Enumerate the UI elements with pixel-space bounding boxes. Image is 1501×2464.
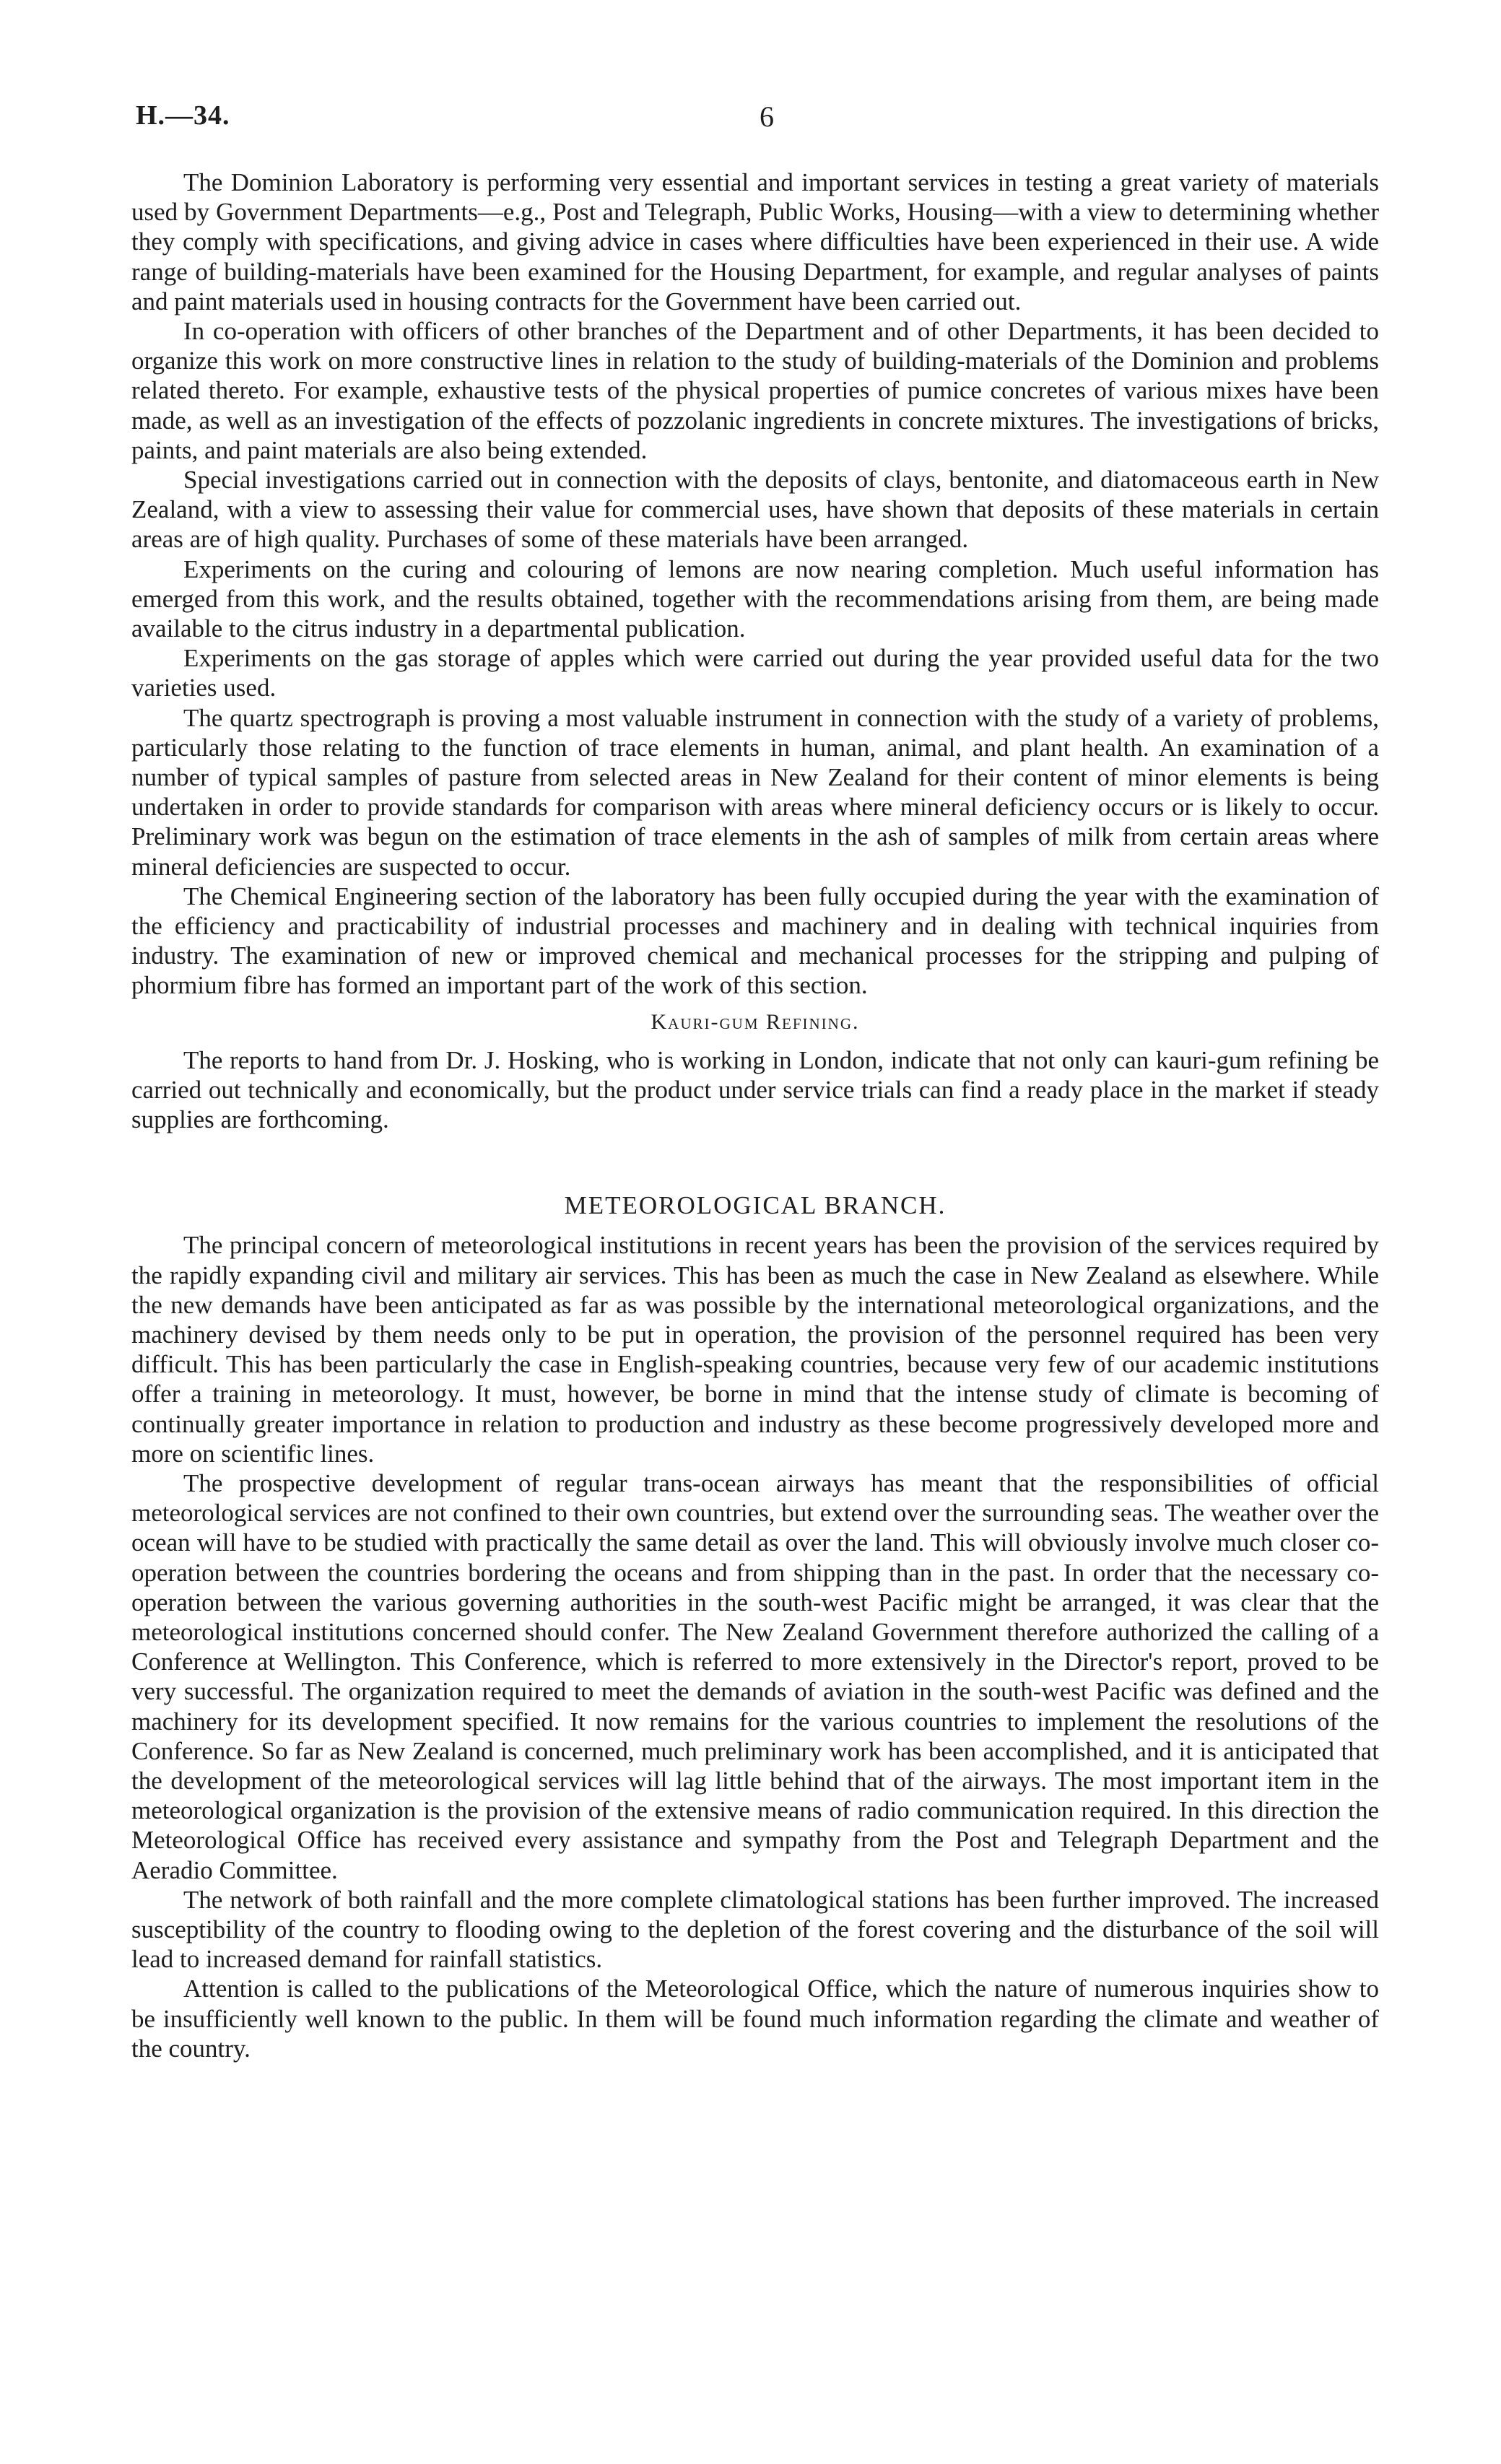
- paragraph-lemons: Experiments on the curing and colouring of lemons are now nearing completion. Much useful information has emerged from this work, and the results obtained, together with the recommendations arising from them, are being made available to the citrus industry in a departmental publication.: [131, 554, 1379, 643]
- paragraph-meteorological-services: The principal concern of meteorological institutions in recent years has been the provision of the services required by the rapidly expanding civil and military air services. This has been as much the case in New Zealand as elsewhere. While the new demands have been anticipated as far as was possible by the international meteorological organizations, and the machinery devised by them needs only to be put in operation, the provision of the personnel required has been very difficult. This has been particularly the case in English-speaking countries, because very few of our academic institutions offer a training in meteorology. It must, however, be borne in mind that the intense study of climate is becoming of continually greater importance in relation to production and industry as these become progressively developed more and more on scientific lines.: [131, 1231, 1379, 1468]
- section-heading-meteorological: METEOROLOGICAL BRANCH.: [564, 1191, 947, 1220]
- page-number: 6: [760, 100, 774, 133]
- section-heading-kauri-gum: Kauri-gum Refining.: [651, 1009, 860, 1034]
- paragraph-building-materials: In co-operation with officers of other branches of the Department and of other Departments, it has been decided to organize this work on more constructive lines in relation to the study of building-materials of the Dominion and problems related thereto. For example, exhaustive tests of the physical properties of pumice concretes of various mixes have been made, as well as an investigation of the effects of pozzolanic ingredients in concrete mixtures. The investigations of bricks, paints, and paint materials are also being extended.: [131, 317, 1379, 464]
- document-reference: H.—34.: [136, 100, 230, 131]
- paragraph-apples: Experiments on the gas storage of apples which were carried out during the year provided useful data for the two varieties used.: [131, 644, 1379, 702]
- paragraph-kauri-gum: The reports to hand from Dr. J. Hosking, who is working in London, indicate that not only can kauri-gum refining be carried out technically and economically, but the product under service trials can find a ready place in the market if steady supplies are forthcoming.: [131, 1045, 1379, 1134]
- paragraph-trans-ocean-airways: The prospective development of regular trans-ocean airways has meant that the responsibilities of official meteorological services are not confined to their own countries, but extend over the surrounding seas. The weather over the ocean will have to be studied with practically the same detail as over the land. This will obviously involve much closer co-operation between the countries bordering the oceans and from shipping than in the past. In order that the necessary co-operation between the various governing authorities in the south-west Pacific might be arranged, it was clear that the meteorological institutions concerned should confer. The New Zealand Government therefore authorized the calling of a Conference at Wellington. This Conference, which is referred to more extensively in the Director's report, proved to be very successful. The organization required to meet the demands of aviation in the south-west Pacific was defined and the machinery for its development specified. It now remains for the various countries to implement the resolutions of the Conference. So far as New Zealand is concerned, much preliminary work has been accomplished, and it is anticipated that the development of the meteorological services will lag little behind that of the airways. The most important item in the meteorological organization is the provision of the extensive means of radio communication required. In this direction the Meteorological Office has received every assistance and sympathy from the Post and Telegraph Department and the Aeradio Committee.: [131, 1468, 1379, 1884]
- page-header: [136, 100, 1365, 143]
- paragraph-rainfall-network: The network of both rainfall and the more complete climatological stations has been further improved. The increased susceptibility of the country to flooding owing to the depletion of the forest covering and the disturbance of the soil will lead to increased demand for rainfall statistics.: [131, 1885, 1379, 1974]
- body-text: [131, 167, 1379, 2063]
- paragraph-clays-bentonite: Special investigations carried out in connection with the deposits of clays, bentonite, and diatomaceous earth in New Zealand, with a view to assessing their value for commercial uses, have shown that deposits of these materials in certain areas are of high quality. Purchases of some of these materials have been arranged.: [131, 466, 1379, 554]
- paragraph-spectrograph: The quartz spectrograph is proving a most valuable instrument in connection with the study of a variety of problems, particularly those relating to the function of trace elements in human, animal, and plant health. An examination of a number of typical samples of pasture from selected areas in New Zealand for their content of minor elements is being undertaken in order to provide standards for comparison with areas where mineral deficiency occurs or is likely to occur. Preliminary work was begun on the estimation of trace elements in the ash of samples of milk from certain areas where mineral deficiencies are suspected to occur.: [131, 703, 1379, 881]
- paragraph-laboratory-testing: The Dominion Laboratory is performing very essential and important services in testing a great variety of materials used by Government Departments—e.g., Post and Telegraph, Public Works, Housing—with a view to determining whether they comply with specifications, and giving advice in cases where difficulties have been experienced in their use. A wide range of building-materials have been examined for the Housing Department, for example, and regular analyses of paints and paint materials used in housing contracts for the Government have been carried out.: [131, 168, 1379, 315]
- paragraph-publications: Attention is called to the publications of the Meteorological Office, which the nature of numerous inquiries show to be insufficiently well known to the public. In them will be found much information regarding the climate and weather of the country.: [131, 1975, 1379, 2063]
- paragraph-chemical-engineering: The Chemical Engineering section of the laboratory has been fully occupied during the year with the examination of the efficiency and practicability of industrial processes and machinery and in dealing with technical inquiries from industry. The examination of new or improved chemical and mechanical processes for the stripping and pulping of phormium fibre has formed an important part of the work of this section.: [131, 881, 1379, 1000]
